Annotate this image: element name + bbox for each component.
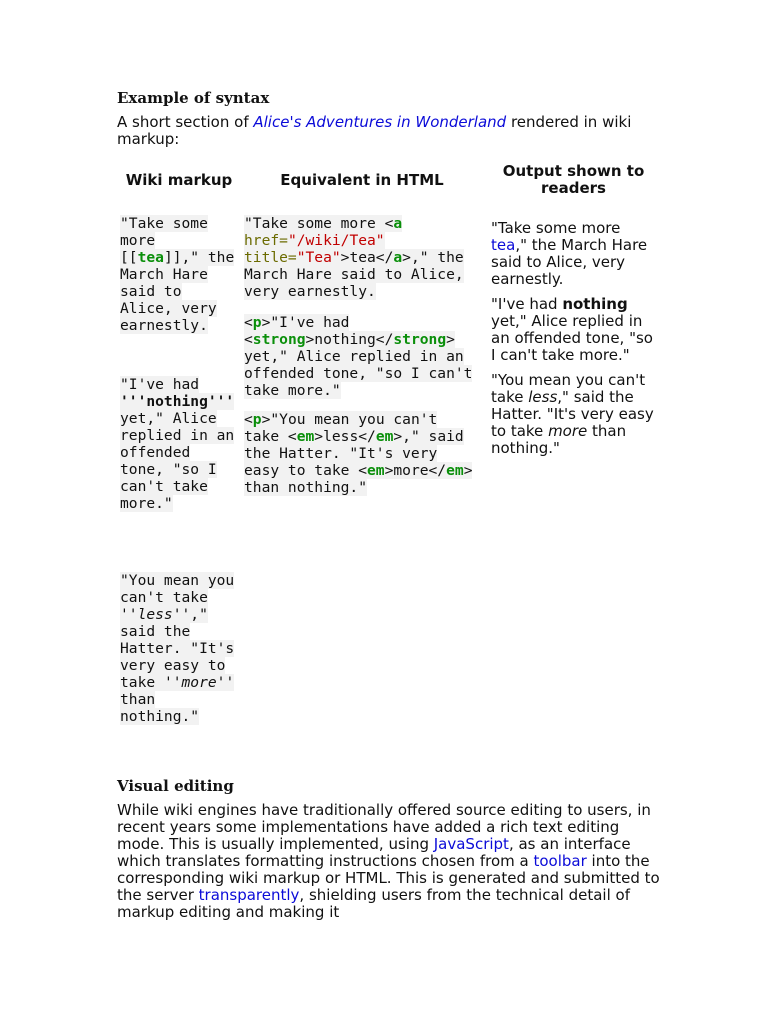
intro-paragraph <box>117 114 657 148</box>
table-header-wiki-markup: Wiki markup <box>125 171 233 189</box>
javascript-link[interactable]: JavaScript <box>433 835 509 853</box>
wiki-link-tea: tea <box>137 249 164 266</box>
transparently-link[interactable]: transparently <box>198 886 300 904</box>
wiki-markup-1: "Take some more [[tea]]," the March Hare said to Alice, very earnestly. <box>120 215 235 334</box>
section-heading-syntax: Example of syntax <box>117 89 270 107</box>
wiki-markup-3: "You mean you can't take ''less''," said the Hatter. "It's very easy to take ''more'' than nothing." <box>120 572 235 725</box>
output-paragraph-2: "I've had nothing yet," Alice replied in an offended tone, "so I can't take more." <box>491 295 653 364</box>
table-header-html: Equivalent in HTML <box>280 171 444 189</box>
alice-link[interactable]: Alice's Adventures in Wonderland <box>253 113 507 131</box>
html-code-1: "Take some more <a href="/wiki/Tea" title="Tea">tea</a>," the March Hare said to Alice, very earnestly. <box>244 215 464 300</box>
intro-text-pre: A short section of <box>117 113 254 131</box>
toolbar-link[interactable]: toolbar <box>533 852 587 870</box>
wiki-markup-cell <box>120 215 236 725</box>
output-paragraph-3: "You mean you can't take less," said the Hatter. "It's very easy to take more than nothing." <box>491 371 654 457</box>
intro-text-post: rendered in wiki markup: <box>117 113 632 148</box>
visual-editing-paragraph: While wiki engines have traditionally offered source editing to users, in recent years some implementations have added a rich text editing mode. This is usually implemented, using JavaScript, as an interface which translates formatting instructions chosen from a toolbar into the corresponding wiki markup or HTML. This is generated and submitted to the server transparently, shielding users from the technical detail of markup editing and making it <box>117 801 660 921</box>
wiki-markup-2: "I've had '''nothing''' yet," Alice replied in an offended tone, "so I can't take more." <box>120 376 235 512</box>
output-paragraph-1: "Take some more tea," the March Hare said to Alice, very earnestly. <box>491 219 648 288</box>
table-header-output: Output shown to readers <box>502 162 645 197</box>
output-cell <box>491 220 659 465</box>
html-code-3: <p>"You mean you can't take <em>less</em>," said the Hatter. "It's very easy to take <em>more</em> than nothing." <box>244 411 473 496</box>
html-code-2: <p>"I've had <strong>nothing</strong> yet," Alice replied in an offended tone, "so I can't take more." <box>244 314 473 399</box>
html-code-cell <box>244 215 480 496</box>
output-tea-link[interactable]: tea <box>491 236 516 254</box>
section-heading-visual-editing: Visual editing <box>117 777 234 795</box>
